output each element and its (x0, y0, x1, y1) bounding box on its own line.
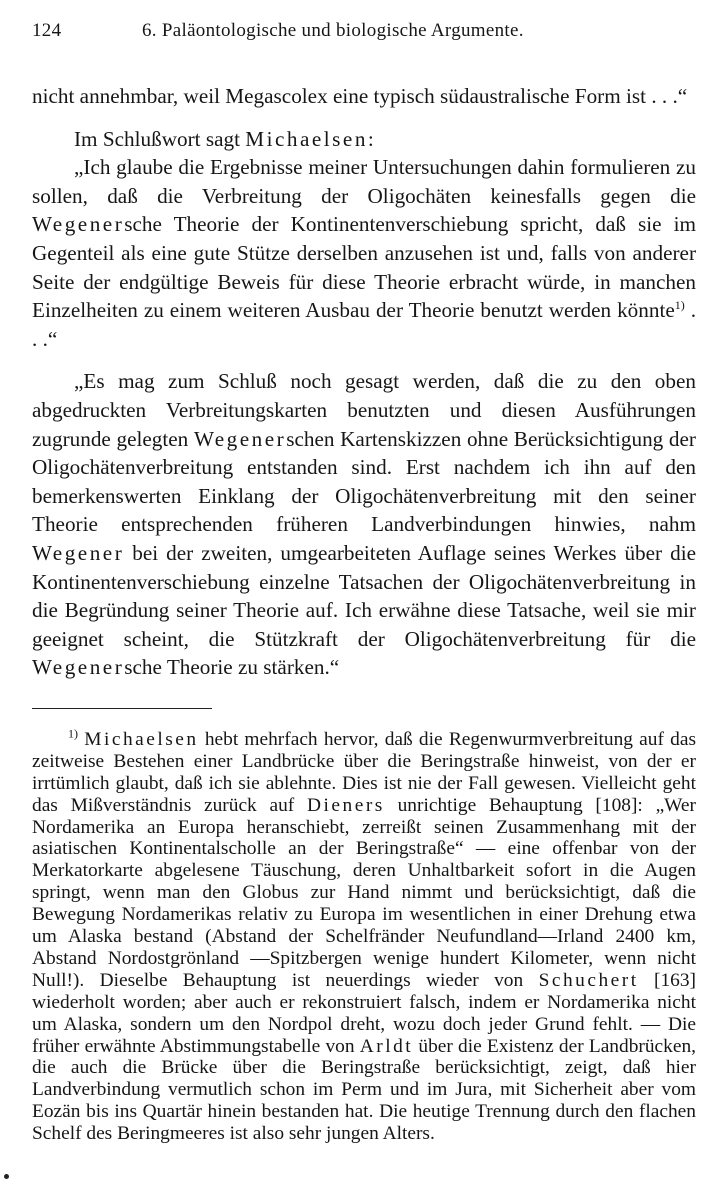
author-name: Dieners (307, 794, 385, 816)
footnote (32, 726, 697, 1145)
footnote-reference: 1) (674, 298, 685, 313)
quote-text: „Ich glaube die Ergebnisse meiner Untersuchungen dahin formulieren zu sollen, daß die Verbreitung der Oligochäten keinesfalls gegen die (32, 155, 696, 208)
quote-text: sche Theorie der Kontinentenverschiebung spricht, daß sie im Gegenteil als eine gute Stütze derselben anzusehen ist und, falls von anderer Seite der endgültige Beweis für diese Theorie erbracht würde, in manchen Einzelheiten zu einem weiteren Ausbau der Theorie benutzt werden könnte (32, 212, 696, 323)
author-name: Wegener (32, 212, 125, 237)
paragraph-text: nicht annehmbar, weil Megascolex eine typisch südaustralische Form ist . . .“ (32, 84, 688, 108)
margin-mark (4, 1174, 9, 1179)
paragraph-continuation (32, 82, 696, 111)
footnote-divider (32, 708, 212, 709)
author-name: Michaelsen (84, 728, 199, 750)
chapter-title: 6. Paläontologische und biologische Argumente. (142, 20, 524, 41)
running-head (32, 20, 696, 54)
body-text (32, 82, 696, 682)
footnote-text: [163] wiederholt worden; aber auch er rekonstruiert falsch, indem er Nordamerika nicht um Alaska, sondern um den Nordpol dreht, wozu doch jeder Grund fehlt. — Die früher erwähnte Abstimmungstabelle von (32, 969, 696, 1057)
author-name: Wegener (32, 540, 125, 565)
author-name: Michaelsen (245, 126, 368, 151)
footnote-text: hebt mehrfach hervor, daß die Regenwurmverbreitung auf das zeitweise Bestehen einer Landbrücke über die Beringstraße hinweist, von der er irrtümlich glaubt, daß ich sie ablehnte. Dies ist nie der Fall gewesen. Vielleicht geht das Mißverständnis zurück auf (32, 728, 696, 816)
paragraph-schlusswort (32, 125, 696, 154)
author-name: Schuchert (538, 969, 639, 991)
paragraph-text: : (367, 126, 374, 151)
footnote-marker: 1) (68, 726, 78, 741)
footnote-text: unrichtige Behauptung [108]: „Wer Nordamerika an Europa heranschiebt, zerreißt seinen Zusammenhang mit der asiatischen Kontinentalscholle an der Beringstraße“ — eine offenbar von der Merkatorkarte abgelesene Täuschung, deren Unhaltbarkeit sofort in die Augen springt, wenn man den Globus zur Hand nimmt und berücksichtigt, daß die Bewegung Nordamerikas relativ zu Europa im wesentlichen in einer Drehung etwa um Alaska bestand (Abstand der Schelfränder Neufundland—Irland 2400 km, Abstand Nordostgrönland —Spitzbergen wenige hundert Kilometer, wenn nicht Null!). Dieselbe Behauptung ist neuerdings wieder von (32, 794, 696, 991)
author-name: Wegener (32, 655, 125, 680)
quote-text: sche Theorie zu stärken.“ (124, 655, 340, 680)
quote-text: bei der zweiten, umgearbeiteten Auflage seines Werkes über die Kontinentenverschiebung einzelne Tatsachen der Oligochätenverbreitung in die Begründung seiner Theorie auf. Ich erwähne diese Tatsache, weil sie mir geeignet scheint, die Stützkraft der Oligochätenverbreitung für die (32, 540, 696, 651)
quote-text: schen Kartenskizzen ohne Berücksichtigung der Oligochätenverbreitung entstanden sind. Erst nachdem ich ihn auf den bemerkenswerten Einklang der Oligochätenverbreitung mit den seiner Theorie entsprechenden früheren Landverbindungen hinwies, nahm (32, 426, 696, 537)
quote-paragraph-2 (32, 367, 696, 682)
quote-text: „Es mag zum Schluß noch gesagt werden, daß die zu den oben abgedruckten Verbreitungskarten benutzten und diesen Ausführungen zugrunde gelegten (32, 369, 696, 451)
paragraph-text: Im Schlußwort sagt (74, 126, 246, 151)
quote-paragraph-1 (32, 153, 696, 353)
author-name: Wegener (193, 426, 287, 451)
page-number: 124 (32, 20, 62, 41)
author-name: Arldt (359, 1035, 414, 1057)
footnote-text: über die Existenz der Landbrücken, die auch die Brücke über die Beringstraße berücksichtigt, zeigt, daß hier Landverbindung vermutlich schon im Perm und im Jura, mit Sicherheit aber vom Eozän bis ins Quartär hinein bestanden hat. Die heutige Trennung durch den flachen Schelf des Beringmeeres ist also sehr jungen Alters. (32, 1035, 697, 1145)
quote-text: . . .“ (32, 298, 696, 351)
